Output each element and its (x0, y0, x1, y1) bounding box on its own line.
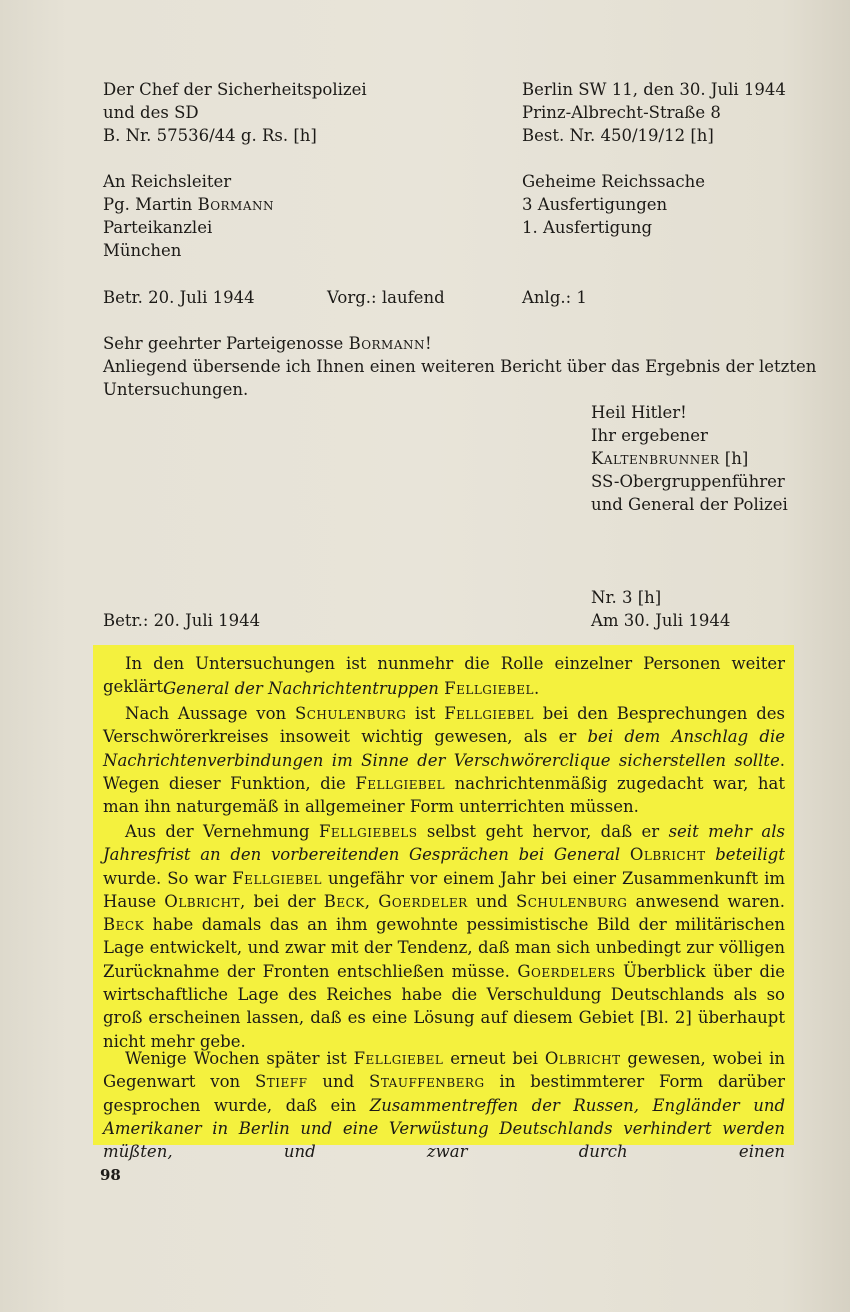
closing-line-1: Heil Hitler! (591, 403, 687, 422)
report-paragraph-3 (103, 702, 785, 818)
text-segment: wurde. So war (103, 868, 233, 888)
closing-rank: SS-Obergruppenführer (591, 472, 785, 491)
recipient-prefix: Pg. Martin (103, 195, 198, 214)
text-segment: bei den Besprechungen des Verschwörerkreises insoweit wichtig gewesen, als er (103, 704, 785, 747)
person-name: Fellgiebel (355, 773, 446, 793)
text-segment: gewesen, wobei in Gegenwart von (103, 1049, 786, 1092)
person-name: Fellgiebel (444, 679, 534, 698)
person-name: Fellgiebel (353, 1049, 444, 1068)
place-date-line: Berlin SW 11, den 30. Juli 1944 (522, 80, 786, 99)
closing-line-2: Ihr ergebener (591, 426, 708, 445)
report-paragraph-4 (103, 820, 785, 1053)
person-name: Fellgiebel (232, 868, 323, 888)
report-subject: Betr.: 20. Juli 1944 (103, 611, 261, 630)
text-segment: Überblick über die wirtschaftliche Lage des Reiches habe die Verschuldung Deutschlands als so groß erscheinen lassen, daß es eine Lösung auf diesem Gebiet [Bl. 2] überhaupt nicht mehr gebe. (103, 961, 786, 1051)
report-number: Nr. 3 [h] (591, 588, 662, 607)
recipient-line-1: An Reichsleiter (103, 172, 232, 191)
italic-segment: bei dem Anschlag die Nachrichtenverbindungen im Sinne der Verschwörerclique sicherstellen sollte (103, 727, 785, 770)
report-paragraph-5 (103, 1047, 785, 1163)
text-segment: . Wegen dieser Funktion, die (103, 750, 785, 793)
salutation-prefix: Sehr geehrter Parteigenosse (103, 334, 349, 353)
salutation-suffix: ! (425, 334, 432, 353)
person-name: Stieff (255, 1072, 308, 1092)
text-segment: , (364, 891, 379, 911)
italic-segment: Zusammentreffen der Russen, Engländer und Amerikaner in Berlin und eine Verwüstung Deutschlands verhindert werden müßten, und zwar durch einen (103, 1095, 786, 1162)
text-segment: in bestimmterer Form darüber gesprochen wurde, daß ein (103, 1072, 785, 1115)
text-segment: Aus der Vernehmung (125, 822, 319, 841)
report-paragraph-2 (103, 677, 785, 700)
italic-segment: seit mehr als Jahresfrist an den vorbereitenden Gesprächen bei General (103, 822, 786, 865)
person-name: Beck (323, 891, 365, 911)
person-name: Fellgiebel (444, 704, 534, 723)
period: . (533, 679, 540, 698)
person-name: Olbricht (164, 891, 241, 911)
person-name: Goerdeler (378, 891, 468, 911)
signatory-name: Kaltenbrunner (591, 449, 720, 468)
text-segment: ungefähr vor einem Jahr bei einer Zusammenkunft im Hause (103, 868, 785, 911)
person-name: Olbricht (629, 845, 706, 865)
person-name: Schulenburg (294, 704, 407, 723)
reference-line: Vorg.: laufend (327, 288, 445, 307)
text-segment: erneut bei (443, 1049, 545, 1068)
text-segment: selbst geht hervor, daß er (417, 822, 669, 841)
recipient-name: Bormann (197, 195, 275, 214)
person-name: Goerdelers (517, 961, 616, 981)
page-number: 98 (100, 1166, 121, 1184)
classification-line-3: 1. Ausfertigung (522, 218, 653, 237)
attachment-line: Anlg.: 1 (522, 288, 587, 307)
signature-line (591, 447, 748, 470)
salutation-name: Bormann (348, 334, 426, 353)
person-name: Olbricht (544, 1049, 621, 1068)
subject-line: Betr. 20. Juli 1944 (103, 288, 255, 307)
text-segment: Wenige Wochen später ist (125, 1049, 354, 1068)
intro-line-2: Untersuchungen. (103, 380, 249, 399)
text-segment: ist (406, 704, 445, 723)
person-name: Fellgiebels (318, 822, 418, 841)
text-segment: , bei der (240, 891, 324, 911)
text-segment: und (307, 1072, 370, 1092)
sender-line-1: Der Chef der Sicherheitspolizei (103, 80, 367, 99)
italic-segment: beteiligt (705, 845, 785, 865)
report-paragraph-1: In den Untersuchungen ist nunmehr die Rolle einzelner Personen weiter geklärt. (103, 654, 785, 697)
classification-line-1: Geheime Reichssache (522, 172, 706, 191)
person-name: Beck (103, 915, 145, 935)
text-segment: und (467, 891, 516, 911)
salutation (103, 332, 432, 355)
sender-line-2: und des SD (103, 103, 199, 122)
text-segment: nachrichtenmäßig zugedacht war, hat man ihn naturgemäß in allgemeiner Form unterrichten müssen. (103, 773, 785, 817)
sender-line-3: B. Nr. 57536/44 g. Rs. [h] (103, 126, 317, 145)
rank-italic: General der Nachrichtentruppen (163, 679, 445, 698)
order-number-line: Best. Nr. 450/19/12 [h] (522, 126, 714, 145)
classification-line-2: 3 Ausfertigungen (522, 195, 668, 214)
recipient-line-4: München (103, 241, 182, 260)
report-date: Am 30. Juli 1944 (591, 611, 731, 630)
text-segment: habe damals das an ihm gewohnte pessimistische Bild der militärischen Lage entwickelt, und zwar mit der Tendenz, daß man sich unbedingt zur völligen Zurücknahme der Fronten entschließen müsse. (103, 915, 785, 981)
recipient-line-2 (103, 193, 274, 216)
intro-line-1: Anliegend übersende ich Ihnen einen weiteren Bericht über das Ergebnis der letzten (103, 357, 817, 376)
text-segment: anwesend waren. (627, 891, 785, 911)
recipient-line-3: Parteikanzlei (103, 218, 213, 237)
text-segment: Nach Aussage von (125, 704, 295, 723)
person-name: Schulenburg (515, 891, 628, 911)
address-line: Prinz-Albrecht-Straße 8 (522, 103, 721, 122)
signatory-suffix: [h] (719, 449, 749, 468)
person-name: Stauffenberg (369, 1072, 485, 1092)
closing-title: und General der Polizei (591, 495, 788, 514)
